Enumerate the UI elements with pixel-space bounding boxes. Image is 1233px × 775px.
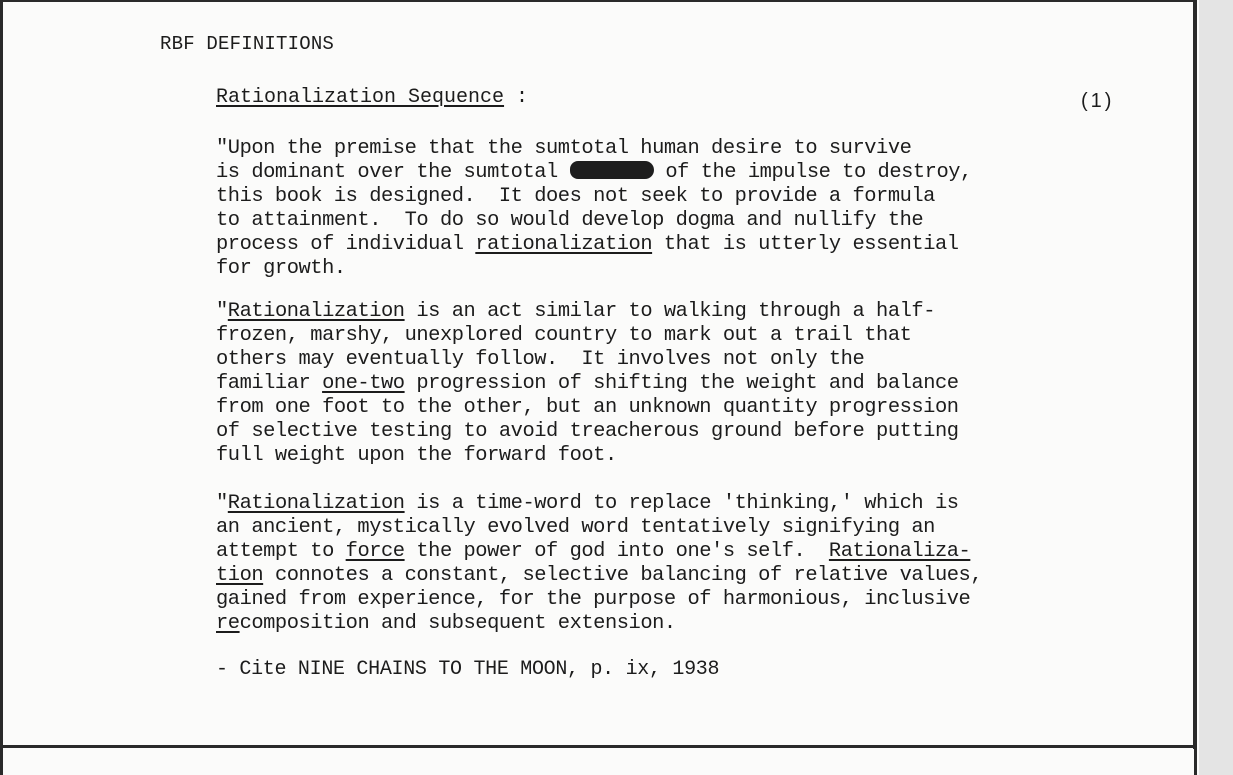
frame-border-corner (1194, 748, 1197, 775)
p3-line5: gained from experience, for the purpose of harmonious, inclusive (216, 588, 971, 611)
p2-line2: frozen, marshy, unexplored country to mark out a trail that (216, 324, 912, 347)
frame-border-right (1193, 0, 1197, 749)
paragraph-3 (216, 492, 982, 636)
section-title-colon: : (504, 86, 529, 109)
p2-line4-after: progression of shifting the weight and balance (404, 372, 959, 395)
p1-line4: to attainment. To do so would develop dogma and nullify the (216, 209, 924, 232)
redaction-mark (570, 161, 654, 179)
p3-line3-middle: the power of god into one's self. (404, 540, 829, 563)
p3-line6-underlined: re (216, 612, 240, 635)
p3-line4-after: connotes a constant, selective balancing of relative values, (263, 564, 983, 587)
p1-line3: this book is designed. It does not seek to provide a formula (216, 185, 935, 208)
p2-line1-after: is an act similar to walking through a half- (404, 300, 935, 323)
section-title (216, 86, 528, 109)
p1-line2-before: is dominant over the sumtotal (216, 161, 570, 184)
p3-line3-underlined-force: force (345, 540, 405, 563)
p2-line1-quote: " (216, 300, 228, 323)
document-header: RBF DEFINITIONS (160, 33, 335, 55)
section-title-text: Rationalization Sequence (216, 86, 505, 109)
p3-line1-underlined: Rationalization (227, 492, 405, 515)
p1-line5-underlined: rationalization (475, 233, 653, 256)
p2-line4-underlined: one-two (322, 372, 405, 395)
p3-line3-before: attempt to (216, 540, 346, 563)
citation: - Cite NINE CHAINS TO THE MOON, p. ix, 1938 (216, 658, 720, 681)
p3-line2: an ancient, mystically evolved word tentatively signifying an (216, 516, 935, 539)
paragraph-2 (216, 300, 959, 468)
frame-border-bottom (0, 745, 1197, 748)
p2-line5: from one foot to the other, but an unknown quantity progression (216, 396, 959, 419)
p2-line6: of selective testing to avoid treacherous ground before putting (216, 420, 959, 443)
p1-line5-before: process of individual (216, 233, 476, 256)
p1-line2-after: of the impulse to destroy, (653, 161, 972, 184)
p3-line3-underlined-rationaliza: Rationaliza- (828, 540, 971, 563)
p2-line7: full weight upon the forward foot. (216, 444, 617, 467)
p3-line6-after: composition and subsequent extension. (239, 612, 676, 635)
p2-line3: others may eventually follow. It involves not only the (216, 348, 865, 371)
p3-line1-quote: " (216, 492, 228, 515)
page-number: (1) (1081, 90, 1115, 112)
p2-line4-before: familiar (216, 372, 323, 395)
frame-border-left (0, 0, 3, 775)
p1-line1: "Upon the premise that the sumtotal human desire to survive (216, 137, 912, 160)
page-edge-strip (1199, 0, 1233, 775)
p1-line6: for growth. (216, 257, 346, 280)
p3-line4-underlined: tion (216, 564, 264, 587)
p2-line1-underlined: Rationalization (227, 300, 405, 323)
frame-border-top (0, 0, 1197, 2)
p3-line1-after: is a time-word to replace 'thinking,' which is (404, 492, 959, 515)
p1-line5-after: that is utterly essential (652, 233, 959, 256)
paragraph-1 (216, 137, 972, 281)
